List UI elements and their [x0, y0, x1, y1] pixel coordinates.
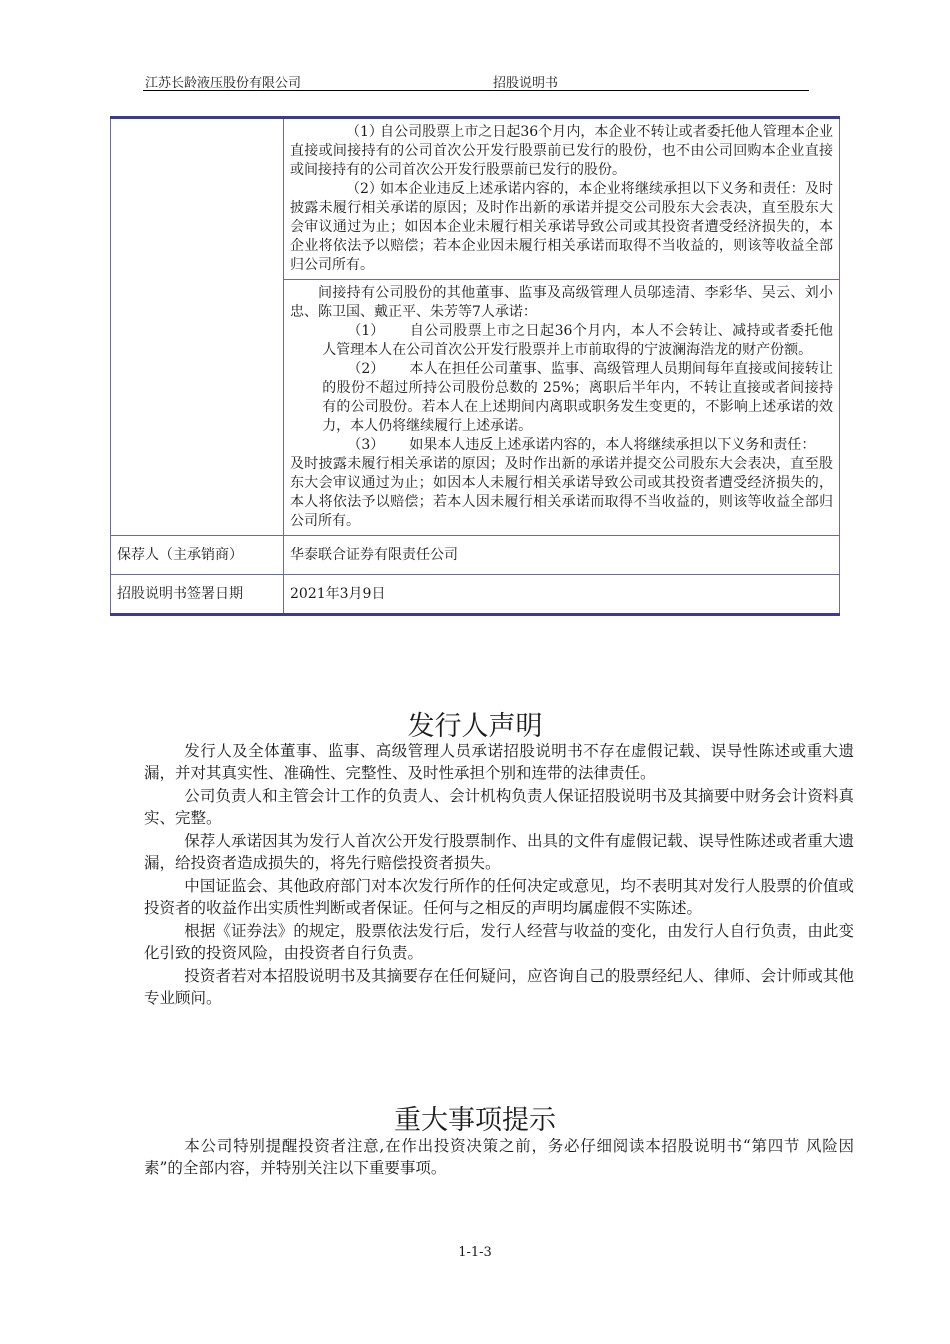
header-company-name: 江苏长龄液压股份有限公司	[145, 76, 302, 91]
item-text: 本人在担任公司董事、监事、高级管理人员期间每年直接或间接转让的股份不超过所持公司股份总数的 25%；离职后半年内，不转让直接或者间接持有的公司股份。若本人在上述期间内离职或职务发生变更的，不影响上述承诺的效力，本人仍将继续履行上述承诺。	[322, 361, 833, 434]
commitment-item-3-continued: 及时披露未履行相关承诺的原因；及时作出新的承诺并提交公司股东大会表决，直至股东大会审议通过为止；如因本人未履行相关承诺导致公司或其投资者遭受经济损失的，本人将依法予以赔偿；若本人因未履行相关承诺而取得不当收益的，则该等收益全部归公司所有。	[290, 456, 833, 529]
statement-paragraph: 中国证监会、其他政府部门对本次发行所作的任何决定或意见，均不表明其对发行人股票的价值或投资者的收益作出实质性判断或者保证。任何与之相反的声明均属虚假不实陈述。	[144, 877, 854, 917]
signing-date-value: 2021年3月9日	[284, 575, 840, 615]
table-row	[111, 536, 840, 575]
issuer-statement-title: 发行人声明	[407, 711, 543, 742]
sponsor-label: 保荐人（主承销商）	[111, 536, 284, 575]
commitment-item-2	[290, 360, 833, 436]
item-number: （1）	[347, 323, 385, 339]
empty-label-cell	[111, 118, 284, 536]
prospectus-info-table	[110, 116, 840, 616]
item-text: 如本企业违反上述承诺内容的，本企业将继续承担以下义务和责任：及时披露未履行相关承诺的原因；及时作出新的承诺并提交公司股东大会表决，直至股东大会审议通过为止；如因本企业未履行相关承诺导致公司或其投资者遭受经济损失的，本企业将依法予以赔偿；若本企业因未履行相关承诺而取得不当收益的，则该等收益全部归公司所有。	[290, 181, 833, 273]
item-text: 自公司股票上市之日起36个月内，本人不会转让、减持或者委托他人管理本人在公司首次公开发行股票并上市前取得的宁波澜海浩龙的财产份额。	[322, 323, 833, 358]
commitment-cell-enterprise	[284, 118, 840, 280]
commitment-cell-directors	[284, 280, 840, 536]
item-text: 自公司股票上市之日起36个月内，本企业不转让或者委托他人管理本企业直接或间接持有的公司首次公开发行股票前已发行的股份，也不由公司回购本企业直接或间接持有的公司首次公开发行股票前已发行的股份。	[290, 124, 833, 178]
page-number: 1-1-3	[458, 1245, 492, 1260]
matters-paragraph: 本公司特别提醒投资者注意,在作出投资决策之前，务必仔细阅读本招股说明书“第四节 风险因素”的全部内容，并特别关注以下重要事项。	[144, 1137, 854, 1177]
issuer-statement-body	[144, 740, 854, 1010]
statement-paragraph: 发行人及全体董事、监事、高级管理人员承诺招股说明书不存在虚假记载、误导性陈述或重大遗漏，并对其真实性、准确性、完整性、及时性承担个别和连带的法律责任。	[144, 742, 854, 782]
table-row	[111, 575, 840, 615]
table-row	[111, 118, 840, 280]
statement-paragraph: 根据《证券法》的规定，股票依法发行后，发行人经营与收益的变化，由发行人自行负责，由此变化引致的投资风险，由投资者自行负责。	[144, 922, 854, 962]
major-matters-title: 重大事项提示	[394, 1105, 556, 1136]
item-number: （3）	[347, 437, 385, 453]
major-matters-body	[144, 1135, 854, 1180]
commitment-item-2	[290, 180, 833, 275]
sponsor-value: 华泰联合证券有限责任公司	[284, 536, 840, 575]
commitment-item-1	[290, 123, 833, 180]
item-number: （1）	[346, 124, 383, 140]
statement-paragraph: 投资者若对本招股说明书及其摘要存在任何疑问，应咨询自己的股票经纪人、律师、会计师或其他专业顾问。	[144, 967, 854, 1007]
commitment-item-3	[290, 436, 833, 455]
statement-paragraph: 保荐人承诺因其为发行人首次公开发行股票制作、出具的文件有虚假记载、误导性陈述或者重大遗漏，给投资者造成损失的，将先行赔偿投资者损失。	[144, 832, 854, 872]
header-document-title: 招股说明书	[493, 76, 559, 91]
commitment-item-1	[290, 322, 833, 360]
statement-paragraph: 公司负责人和主管会计工作的负责人、会计机构负责人保证招股说明书及其摘要中财务会计资料真实、完整。	[144, 787, 854, 827]
item-number: （2）	[347, 361, 385, 377]
page-header	[143, 70, 809, 91]
signing-date-label: 招股说明书签署日期	[111, 575, 284, 615]
item-number: （2）	[346, 181, 383, 197]
item-text: 如果本人违反上述承诺内容的，本人将继续承担以下义务和责任：	[409, 437, 816, 453]
commitment-intro: 间接持有公司股份的其他董事、监事及高级管理人员邬逵清、李彩华、吴云、刘小忠、陈卫国、戴正平、朱芳等7人承诺：	[290, 285, 833, 320]
